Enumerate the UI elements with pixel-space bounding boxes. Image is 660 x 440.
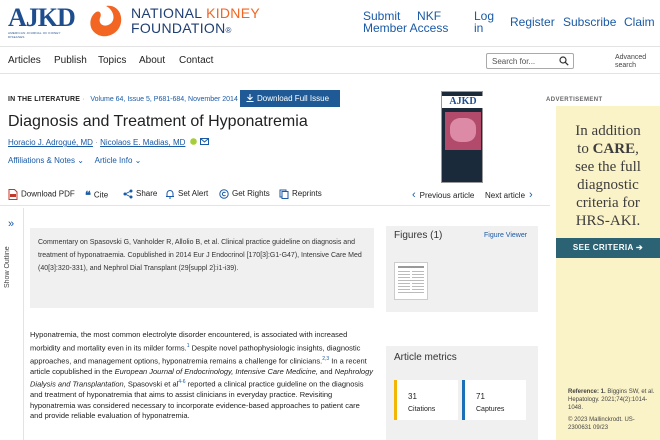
set-alert-label: Set Alert: [178, 189, 209, 199]
body-text-c: In a recent article copublished in the: [30, 356, 367, 376]
chevron-down-icon: ⌄: [77, 156, 84, 165]
bell-icon: [165, 189, 175, 199]
previous-article-label: Previous article: [419, 191, 475, 200]
ajkd-logo-subtitle: AMERICAN JOURNAL OF KIDNEY DISEASES: [8, 31, 61, 39]
register-link[interactable]: Register: [510, 15, 555, 29]
advertisement-banner[interactable]: [556, 106, 660, 440]
body-text-f: reported a clinical practice guideline on the diagnosis and treatment of hyponatremia that aims to assist clinicians in everyday practice. Revisiting hyponatremia was considered necessary to incorporate evidence-based approaches to patient care and provide reliable evaluation of hyponatremia.: [30, 379, 364, 420]
ad-line-2b: CARE: [592, 141, 636, 157]
commentary-box: [30, 228, 374, 308]
double-chevron-right-icon[interactable]: »: [8, 218, 15, 230]
search-icon[interactable]: [559, 56, 569, 66]
ad-line-5: criteria for: [576, 195, 640, 211]
subscribe-link[interactable]: Subscribe: [563, 15, 617, 29]
citations-label: Citations: [408, 406, 436, 413]
login-label-line1: Log: [474, 9, 495, 23]
pdf-icon: [8, 189, 18, 200]
journal-names-2: Nephrology Dialysis and Transplantation,: [30, 366, 374, 389]
advanced-search-line2: search: [615, 62, 637, 69]
nav-contact[interactable]: Contact: [179, 55, 214, 66]
article-info-label: Article Info: [94, 156, 133, 165]
ad-line-1: In addition: [575, 123, 641, 139]
affiliations-toggle[interactable]: [8, 156, 84, 165]
nkf-label: NKF: [417, 9, 442, 23]
ajkd-logo[interactable]: [8, 5, 76, 39]
get-rights-label: Get Rights: [232, 189, 270, 199]
captures-count: 71: [476, 392, 485, 401]
download-full-issue-button[interactable]: [240, 90, 340, 107]
author-madias[interactable]: Nicolaos E. Madias, MD: [100, 138, 186, 147]
ad-line-3: see the full: [575, 159, 641, 175]
body-text-d: and: [317, 366, 335, 376]
claim-link[interactable]: Claim: [624, 15, 655, 29]
ad-reference-label: Reference: 1.: [568, 389, 606, 395]
previous-article-link[interactable]: [412, 189, 474, 201]
cover-illustration-detail: [450, 118, 476, 142]
captures-bar: [462, 380, 465, 420]
get-rights-button[interactable]: [219, 189, 270, 199]
ad-line-6: HRS-AKI.: [575, 213, 641, 229]
main-nav: [0, 46, 660, 74]
nkf-registered-mark: ®: [225, 26, 232, 35]
section-tag: IN THE LITERATURE: [8, 96, 81, 103]
login-link[interactable]: [474, 10, 494, 34]
body-text-a: Hyponatremia, the most common electrolyte disorder encountered, is associated with increased morbidity and mortality even in its milder forms.: [30, 330, 348, 352]
figure-thumbnail-preview: [395, 263, 427, 299]
nav-about[interactable]: About: [139, 55, 166, 66]
search-placeholder: Search for...: [492, 57, 536, 66]
journal-names-1: European Journal of Endocrinology, Intensive Care Medicine,: [114, 366, 318, 376]
submit-nkf-member-link[interactable]: [363, 10, 448, 34]
article-body-paragraph: [30, 330, 374, 422]
chevron-down-icon: ⌄: [134, 156, 142, 165]
next-article-link[interactable]: [485, 189, 533, 201]
cover-title: AJKD: [442, 96, 484, 108]
quote-icon: ❝: [85, 190, 91, 202]
body-text-e: Spasovski et al: [125, 379, 179, 389]
commentary-text: Commentary on Spasovski G, Vanholder R, Allolio B, et al. Clinical practice guideline on diagnosis and treatment of hyponatraemia. Copublished in 2014 Eur J Endocrinol [170[3]:G1-G47), Intensive Care Med (40[3]:320-331), and Nephrol Dial Transplant (29[suppl 2]:i1-i39).: [38, 239, 362, 272]
ad-reference-text: Biggins SW, et al. Hepatology. 2021;74(2):1014-1048.: [568, 389, 655, 411]
article-meta-line: IN THE LITERATURE · Volume 64, Issue 5, P681-684, November 2014: [8, 96, 238, 103]
download-icon: [246, 94, 254, 102]
citation-ref[interactable]: 4-6: [178, 379, 186, 385]
ad-copyright: © 2023 Mallinckrodt. US-2300631 09/23: [568, 417, 635, 431]
login-label-line2: in: [474, 21, 484, 35]
volume-link[interactable]: Volume 64, Issue 5, P681-684, November 2014: [90, 96, 238, 103]
member-access-label: Member Access: [363, 21, 449, 35]
advanced-search-link[interactable]: [615, 54, 646, 70]
share-button[interactable]: [123, 189, 157, 199]
download-pdf-button[interactable]: [8, 189, 75, 200]
reprint-icon: [279, 189, 289, 199]
orcid-icon[interactable]: [190, 138, 197, 145]
nav-topics[interactable]: Topics: [98, 55, 127, 66]
advanced-search-line1: Advanced: [615, 54, 647, 61]
citation-ref[interactable]: 1: [186, 342, 190, 349]
nkf-word-national: NATIONAL: [131, 5, 202, 21]
article-info-row: [8, 156, 141, 165]
next-article-label: Next article: [485, 191, 526, 200]
figure-viewer-link[interactable]: Figure Viewer: [484, 232, 528, 239]
body-text-b: Despite novel pathophysiologic insights, diagnostic approaches, and management options, hyponatremia remains a challenge for clinicians.: [30, 343, 361, 365]
reprints-label: Reprints: [292, 189, 322, 199]
see-criteria-button[interactable]: SEE CRITERIA ➔: [556, 238, 660, 258]
reprints-button[interactable]: [279, 189, 322, 199]
citations-count: 31: [408, 392, 417, 401]
article-toolbar: [0, 184, 550, 206]
ad-headline: [556, 122, 660, 230]
search-input[interactable]: [486, 53, 574, 69]
figures-title: Figures (1): [394, 230, 443, 241]
share-label: Share: [136, 189, 158, 199]
nkf-logo-mark-icon[interactable]: [88, 4, 124, 38]
author-list: Horacio J. Adrogué, MD · Nicolaos E. Madias, MD: [8, 138, 209, 147]
nkf-logo-text[interactable]: [131, 6, 260, 38]
journal-cover-image[interactable]: [441, 91, 483, 183]
cite-label: Cite: [93, 190, 109, 200]
article-metrics-title: Article metrics: [394, 352, 457, 363]
nkf-word-kidney: KIDNEY: [206, 5, 260, 21]
citation-ref[interactable]: 2,3: [322, 355, 330, 362]
ad-line-2a: to: [577, 141, 593, 157]
article-info-toggle[interactable]: [95, 156, 142, 165]
site-header: [0, 0, 660, 46]
submit-label: Submit: [363, 9, 401, 23]
nav-articles[interactable]: Articles: [8, 55, 41, 66]
ad-line-4: diagnostic: [577, 177, 639, 193]
citations-bar: [394, 380, 397, 420]
captures-metric[interactable]: [462, 380, 526, 420]
download-full-issue-label: Download Full Issue: [257, 94, 330, 103]
citations-metric[interactable]: [394, 380, 458, 420]
nkf-word-foundation: FOUNDATION: [131, 20, 226, 36]
article-title: Diagnosis and Treatment of Hyponatremia: [8, 113, 308, 130]
chevron-left-icon: ‹: [412, 189, 416, 201]
set-alert-button[interactable]: [165, 189, 208, 199]
chevron-right-icon: ›: [529, 189, 533, 201]
ad-reference: [568, 388, 658, 432]
ajkd-logo-text: AJKD: [8, 3, 75, 32]
affiliations-label: Affiliations & Notes: [8, 156, 75, 165]
nav-publish[interactable]: Publish: [54, 55, 87, 66]
download-pdf-label: Download PDF: [21, 189, 75, 199]
share-icon: [123, 189, 133, 199]
copyright-icon: [219, 189, 229, 199]
figure-thumbnail[interactable]: [394, 262, 428, 300]
cite-button[interactable]: [85, 189, 108, 202]
advertisement-label: ADVERTISEMENT: [546, 97, 603, 103]
show-outline-label[interactable]: Show Outline: [4, 246, 11, 288]
captures-label: Captures: [476, 406, 505, 413]
ad-line-2c: ,: [635, 141, 639, 157]
email-icon[interactable]: [200, 138, 209, 145]
author-adrogue[interactable]: Horacio J. Adrogué, MD: [8, 138, 93, 147]
